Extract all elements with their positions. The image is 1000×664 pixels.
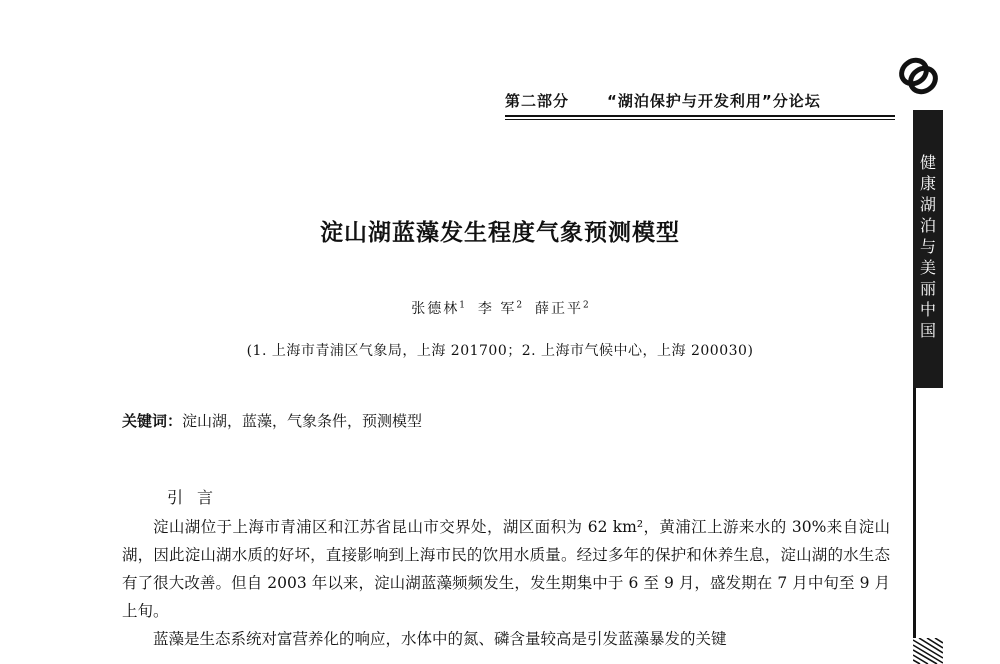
running-header (505, 90, 890, 114)
header-rule-thick (505, 115, 895, 117)
author-name: 张德林 (411, 301, 460, 317)
paragraph: 蓝藻是生态系统对富营养化的响应，水体中的氮、磷含量较高是引发蓝藻暴发的关键 (153, 630, 727, 648)
author-sup: 2 (583, 300, 589, 311)
header-rule-thin (505, 119, 895, 120)
section-heading: 引言 (167, 488, 228, 507)
author-name: 薛正平 (535, 301, 583, 317)
sidebar-title: 健康湖泊与美丽中国 (919, 153, 936, 340)
header-forum: “湖泊保护与开发利用”分论坛 (607, 92, 821, 110)
diagonal-stripes-icon (913, 638, 943, 664)
author-sup: 1 (459, 300, 465, 311)
affiliation: (1. 上海市青浦区气象局，上海 201700；2. 上海市气候中心，上海 200030) (246, 343, 754, 359)
infinity-loop-logo-icon (897, 54, 941, 98)
keywords-label: 关键词： (122, 412, 183, 430)
body-text (122, 513, 890, 653)
author-sup: 2 (516, 300, 523, 311)
paragraph: 淀山湖位于上海市青浦区和江苏省昆山市交界处，湖区面积为 62 km²，黄浦江上游来水的 30%来自淀山湖，因此淀山湖水质的好坏，直接影响到上海市民的饮用水质量。经过多年的保护和休养生息，淀山湖的水生态有了很大改善。但自 2003 年以来，淀山湖蓝藻频频发生，发生期集中于 6 至 9 月，盛发期在 7 月中旬至 9 月上旬。 (122, 518, 890, 620)
author-name: 李 军 (477, 301, 517, 317)
header-part: 第二部分 (505, 92, 570, 110)
keywords-text: 淀山湖，蓝藻，气象条件，预测模型 (182, 412, 423, 430)
author-line (0, 298, 1000, 318)
keywords-line (122, 410, 422, 431)
sidebar-edge (913, 388, 943, 638)
article-title: 淀山湖蓝藻发生程度气象预测模型 (320, 219, 680, 246)
